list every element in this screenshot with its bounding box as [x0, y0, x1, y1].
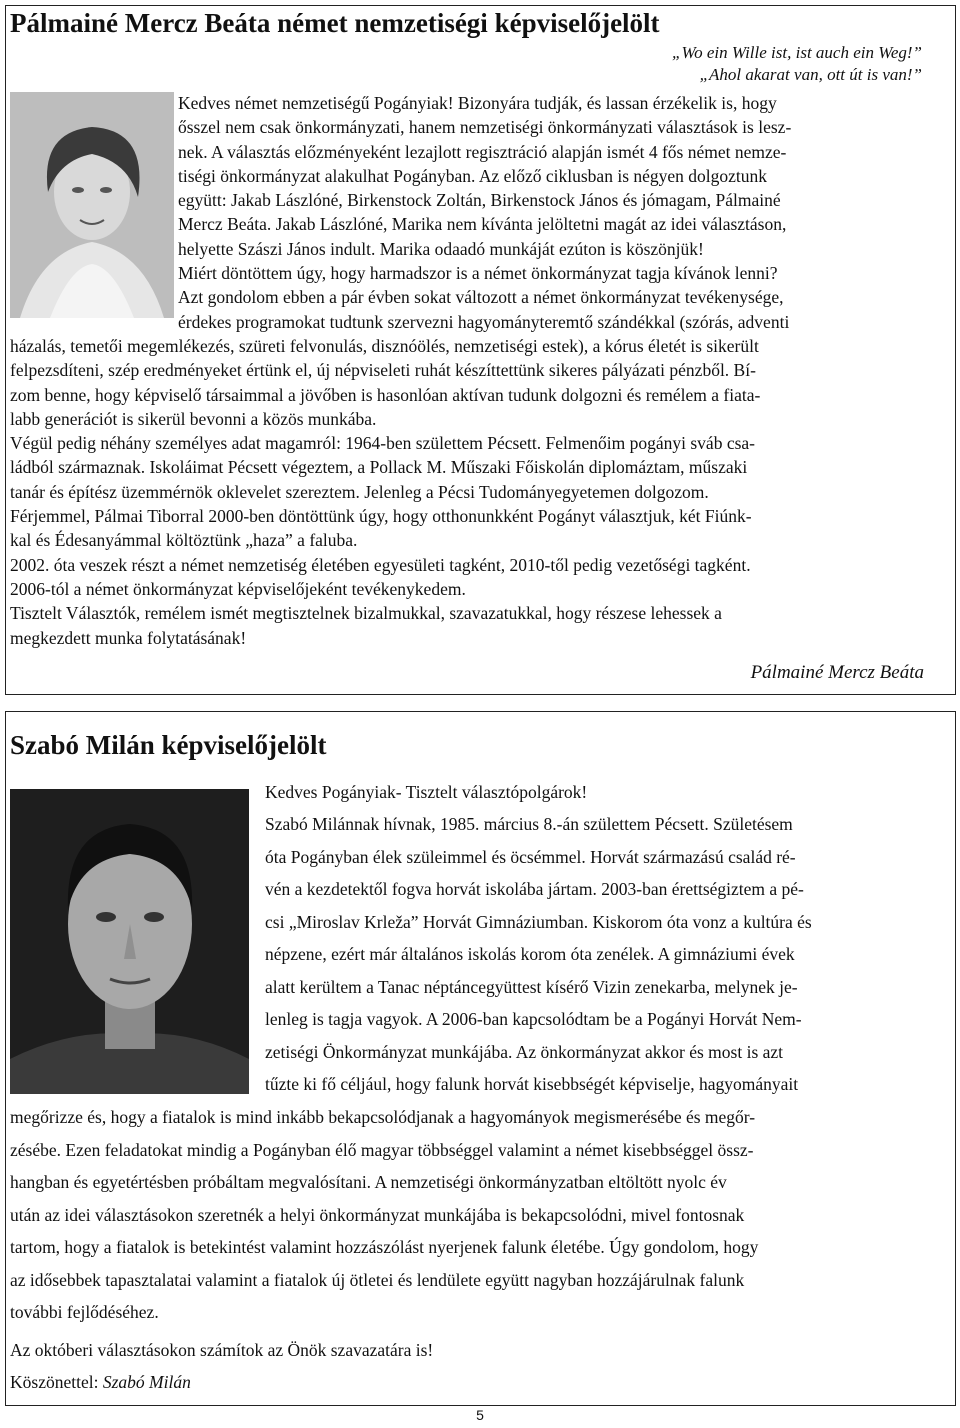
text-line: Miért döntöttem úgy, hogy harmadszor is a német önkormányzat tagja kívánok lenni?	[178, 263, 778, 284]
section-title-1: Pálmainé Mercz Beáta német nemzetiségi képviselőjelölt	[10, 8, 660, 38]
text-line: népzene, ezért már általános iskolás korom óta zenélek. A gimnáziumi évek	[265, 944, 795, 964]
text-line: zésébe. Ezen feladatokat mindig a Pogányban élő magyar többséggel valamint a német kisebbséggel össz-	[10, 1139, 754, 1160]
candidate-photo-woman	[10, 92, 174, 318]
text-line: csi „Miroslav Krleža” Horvát Gimnáziumban. Kiskorom óta vonz a kultúra és	[265, 911, 812, 932]
text-line: 2006-tól a német önkormányzat képviselőjeként tevékenykedem.	[10, 578, 466, 599]
candidate-photo-man	[10, 789, 249, 1094]
text-line: Szabó Milánnak hívnak, 1985. március 8.-án születtem Pécsett. Születésem	[265, 814, 793, 834]
intro-paragraph-1	[178, 91, 950, 334]
text-line: tűzte ki fő céljául, hogy falunk horvát kisebbségét képviselje, hagyományait	[265, 1074, 799, 1094]
text-line: Azt gondolom ebben a pár évben sokat változott a német önkormányzat tevékenysége,	[178, 287, 784, 308]
text-line: alatt kerültem a Tanac néptáncegyüttest kísérő Vizin zenekarba, melynek je-	[265, 976, 798, 997]
text-line: helyette Szászi János indult. Marika odaadó munkáját ezúton is köszönjük!	[178, 238, 704, 259]
text-line: megkezdett munka folytatásának!	[10, 627, 247, 648]
text-line: kal és Édesanyámmal költöztünk „haza” a faluba.	[10, 530, 358, 551]
text-line: tartom, hogy a fiatalok is betekintést valamint hozzászólást nyerjenek falunk életébe. Úgy gondolom, hogy	[10, 1237, 759, 1257]
thanks-name: Szabó Milán	[102, 1372, 191, 1392]
text-line: vén a kezdetektől fogva horvát iskolába jártam. 2003-ban érettségiztem a pé-	[265, 879, 804, 899]
text-line: labb generációt is sikerül bevonni a közös munkába.	[10, 408, 377, 429]
text-line: az idősebbek tapasztalatai valamint a fiatalok új ötletei és lendülete együtt nagyban hozzájárulnak falunk	[10, 1269, 745, 1290]
text-line: ládból származnak. Iskoláimat Pécsett végeztem, a Pollack M. Műszaki Főiskolán diplomáztam, műszaki	[10, 457, 748, 478]
text-line: tanár és építész üzemmérnök oklevelet szereztem. Jelenleg a Pécsi Tudományegyetemen dolgozom.	[10, 481, 709, 502]
text-line: érdekes programokat tudtunk szervezni hagyományteremtő szándékkal (szórás, adventi	[178, 311, 790, 332]
motto-hungarian: „Ahol akarat van, ott út is van!”	[699, 65, 922, 84]
intro-paragraph-2	[265, 808, 950, 1101]
text-line: ősszel nem csak önkormányzati, hanem nemzetiségi önkormányzati választások is lesz-	[178, 117, 792, 138]
text-line: Férjemmel, Pálmai Tiborral 2000-ben döntöttünk úgy, hogy otthonunkként Pogányt választjuk, két Fiúnk-	[10, 506, 752, 527]
text-line: Tisztelt Választók, remélem ismét megtisztelnek bizalmukkal, szavazatukkal, hogy részese lehessek a	[10, 603, 722, 624]
text-line: Mercz Beáta. Jakab Lászlóné, Marika nem kívánta jelöltetni magát az idei választáson,	[178, 214, 787, 235]
section-title-2: Szabó Milán képviselőjelölt	[10, 730, 327, 760]
text-line: házalás, temetői megemlékezés, szüreti felvonulás, disznóölés, nemzetiségi estek), a kórus életét is sikerült	[10, 336, 759, 356]
text-line: 2002. óta veszek részt a német nemzetiség életében egyesületi tagként, 2010-től pedig vezetőségi tagként.	[10, 554, 751, 575]
text-line: Kedves német nemzetiségű Pogányiak! Bizonyára tudják, és lassan érzékelik is, hogy	[178, 93, 777, 113]
text-line: további fejlődéséhez.	[10, 1302, 159, 1322]
text-line: felpezsdíteni, szép eredményeket értünk el, új népviseleti ruhát készíttettünk sikeres pályázati pénzből. Bí-	[10, 360, 756, 381]
body-paragraph-2	[10, 1101, 950, 1329]
text-line: együtt: Jakab Lászlóné, Birkenstock Zoltán, Birkenstock János és jómagam, Pálmainé	[178, 190, 781, 211]
thanks-line	[10, 1370, 950, 1394]
motto-german: „Wo ein Wille ist, ist auch ein Weg!”	[672, 43, 922, 62]
text-line: zom benne, hogy képviselő társaimmal a jövőben is hasonlóan aktívan tudunk dolgozni és remélem a fiata-	[10, 384, 761, 405]
text-line: Végül pedig néhány személyes adat magamról: 1964-ben születtem Pécsett. Felmenőim pogányi sváb csa-	[10, 433, 755, 454]
text-line: lenleg is tagja vagyok. A 2006-ban kapcsolódtam be a Pogányi Horvát Nem-	[265, 1009, 802, 1029]
page-number: 5	[476, 1407, 484, 1423]
text-line: nek. A választás előzményeként lezajlott regisztráció alapján ismét 4 fős német nemze-	[178, 141, 787, 162]
text-line: hangban és egyetértésben próbáltam megvalósítani. A nemzetiségi önkormányzatban eltöltött nyolc év	[10, 1172, 727, 1192]
body-paragraph-1	[10, 334, 950, 650]
text-line: megőrizze és, hogy a fiatalok is mind inkább bekapcsolódjanak a hagyományok megismerésébe és megőr-	[10, 1107, 756, 1127]
text-line: zetiségi Önkormányzat munkájába. Az önkormányzat akkor és most is azt	[265, 1041, 784, 1062]
greeting: Kedves Pogányiak- Tisztelt választópolgárok!	[265, 782, 588, 802]
signature: Pálmainé Mercz Beáta	[750, 662, 924, 683]
closing-line: Az októberi választásokon számítok az Önök szavazatára is!	[10, 1340, 434, 1360]
text-line: után az idei választásokon szeretnék a helyi önkormányzat munkájába is bekapcsolódni, mivel fontosnak	[10, 1204, 745, 1225]
text-line: tiségi önkormányzat alakulhat Pogányban. Az előző ciklusban is négyen dolgoztunk	[178, 165, 768, 186]
text-line: óta Pogányban élek szüleimmel és öcsémmel. Horvát származású család ré-	[265, 846, 796, 867]
thanks-label: Köszönettel:	[10, 1372, 99, 1392]
